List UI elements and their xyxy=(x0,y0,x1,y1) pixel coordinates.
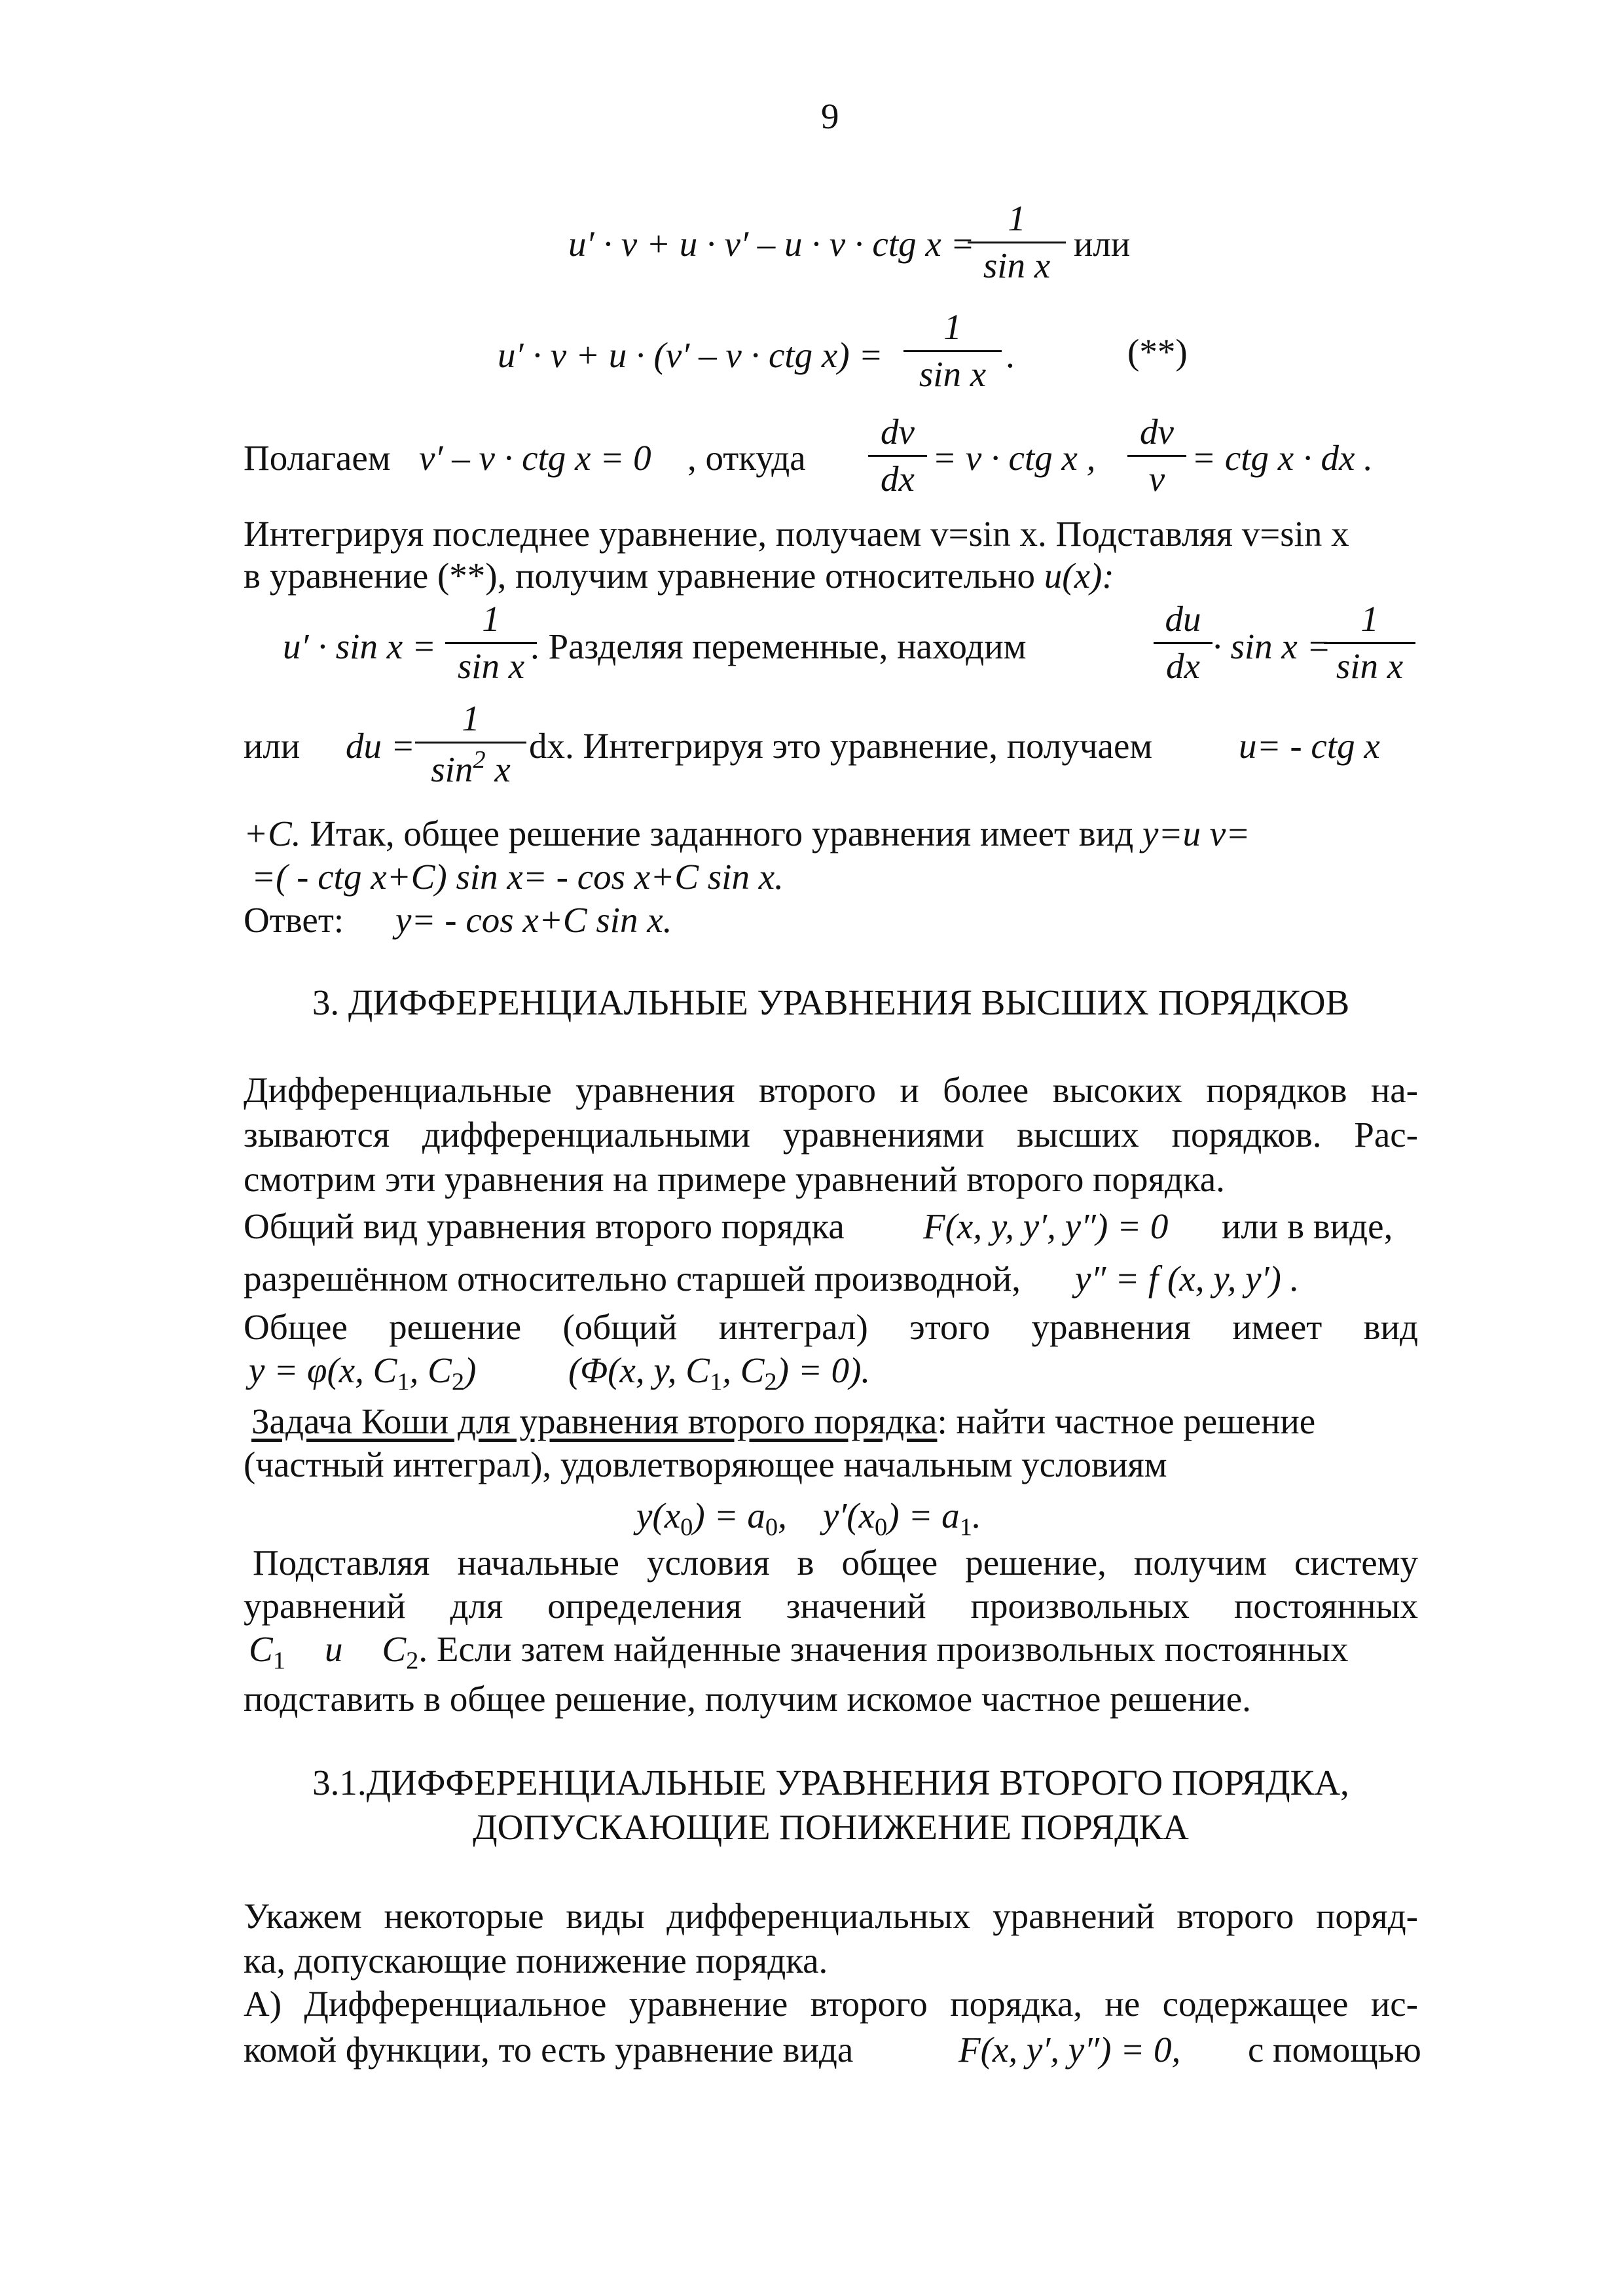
section-heading-3-1-line-2: ДОПУСКАЮЩИЕ ПОНИЖЕНИЕ ПОРЯДКА xyxy=(473,1807,1189,1847)
cauchy-problem-text: : найти частное решение xyxy=(937,1401,1316,1441)
equation-y-uv: y=u v= xyxy=(1142,814,1250,853)
answer-label: Ответ: xyxy=(244,900,344,940)
subscript-0: 0 xyxy=(680,1513,693,1541)
eq-part: ) = 0). xyxy=(776,1350,871,1390)
text-itak: Итак, общее решение заданного уравнения имеет вид xyxy=(301,814,1142,853)
exponent-2: 2 xyxy=(473,746,486,774)
paragraph-5-line-2: уравнений для определения значений произвольных постоянных xyxy=(244,1586,1418,1626)
paragraph-1-line-2: зываются дифференциальными уравнениями высших порядков. Рас- xyxy=(244,1115,1418,1155)
equation-1-fraction xyxy=(968,200,1066,283)
eq-part: , y′(x xyxy=(778,1496,875,1535)
fraction-denominator xyxy=(415,742,526,790)
text-unknown-function: комой функции, то есть уравнение вида xyxy=(244,2030,854,2070)
text-otkuda: , откуда xyxy=(687,438,806,478)
fraction-numerator: 1 xyxy=(462,698,480,738)
eq-part: , C xyxy=(409,1350,452,1390)
equation-2-period: . xyxy=(1006,335,1015,375)
eq-part: (Φ(x, y, C xyxy=(568,1350,710,1390)
text-initial-conditions: (частный интеграл), удовлетворяющее начальным условиям xyxy=(244,1444,1167,1484)
paragraph-3-line-1: Общее решение (общий интеграл) этого уравнения имеет вид xyxy=(244,1307,1418,1347)
fraction-denominator: sin x xyxy=(1324,642,1415,684)
paragraph-6-line-1: Укажем некоторые виды дифференциальных уравнений второго поряд- xyxy=(244,1896,1418,1936)
equation-general-integral xyxy=(568,1352,870,1395)
subscript-1: 1 xyxy=(272,1647,285,1675)
text-if-found: . Если затем найденные значения произвольных постоянных xyxy=(418,1629,1349,1669)
paragraph-5-line-4: подставить в общее решение, получим искомое частное решение. xyxy=(244,1679,1251,1719)
conjunction-and: и xyxy=(324,1629,343,1669)
text-resolved: разрешённом относительно старшей производной, xyxy=(244,1259,1021,1299)
eq-part: . xyxy=(972,1496,981,1535)
equation-1-lhs: u′ · v + u · v′ – u · v · ctg x = xyxy=(568,224,975,264)
fraction-numerator: dv xyxy=(1140,412,1174,452)
page-number: 9 xyxy=(821,96,839,136)
fraction-denominator: sin x xyxy=(968,242,1066,283)
subscript-2: 2 xyxy=(764,1368,777,1396)
fraction-denominator: sin x xyxy=(903,350,1002,392)
constant-c: +C. xyxy=(244,814,301,853)
constant-c1: C xyxy=(249,1629,273,1669)
equation-1-or: или xyxy=(1074,224,1131,264)
equation-reduced-form: F(x, y′, y″) = 0, xyxy=(958,2030,1181,2070)
fraction-numerator: du xyxy=(1165,599,1201,639)
equation-resolved-form: y″ = f (x, y, y′) . xyxy=(1075,1259,1300,1299)
text-by-means: с помощью xyxy=(1248,2030,1421,2070)
text-polagaem: Полагаем xyxy=(244,438,391,478)
paragraph-1-line-3: смотрим эти уравнения на примере уравнений второго порядка. xyxy=(244,1159,1225,1199)
equation-du-lhs: du = xyxy=(346,726,415,766)
equation-u-ctg: u= - ctg x xyxy=(1239,726,1380,766)
fraction-numerator: 1 xyxy=(1008,198,1026,238)
text-integrating-result: dx. Интегрируя это уравнение, получаем xyxy=(529,726,1153,766)
equation-2-fraction xyxy=(903,309,1002,392)
fraction-numerator: 1 xyxy=(1360,599,1379,639)
equation-general-solution xyxy=(249,1352,476,1395)
fraction-denominator: sin x xyxy=(445,642,537,684)
var-x: x xyxy=(494,749,511,790)
fraction-1-sin2 xyxy=(415,698,526,790)
text-general-form: Общий вид уравнения второго порядка xyxy=(244,1206,845,1246)
fraction-1-sin xyxy=(445,601,537,684)
paragraph-6-line-2: ка, допускающие понижение порядка. xyxy=(244,1941,828,1981)
equation-u-sin: u′ · sin x = xyxy=(283,626,436,666)
equation-v-condition: v′ – v · ctg x = 0 xyxy=(419,438,651,478)
sin-label: sin xyxy=(431,749,473,790)
eq-part: ) xyxy=(464,1350,477,1390)
paragraph-1-line-1: Дифференциальные уравнения второго и более высоких порядков на- xyxy=(244,1070,1418,1110)
subscript-1: 1 xyxy=(709,1368,723,1396)
text-ili: или xyxy=(244,726,301,766)
paragraph-5-line-1: Подставляя начальные условия в общее решение, получим систему xyxy=(253,1543,1418,1583)
subscript-1: 1 xyxy=(397,1368,410,1396)
subscript-2: 2 xyxy=(451,1368,465,1396)
equation-initial-conditions xyxy=(636,1498,981,1540)
fraction-du-dx xyxy=(1154,601,1213,684)
cauchy-problem-line xyxy=(251,1403,1315,1439)
variable-u: u(x): xyxy=(1044,556,1114,596)
text-or-in-form: или в виде, xyxy=(1222,1206,1393,1246)
section-heading-3: 3. ДИФФЕРЕНЦИАЛЬНЫЕ УРАВНЕНИЯ ВЫСШИХ ПОРЯДКОВ xyxy=(312,982,1350,1022)
text-line-substitution xyxy=(244,558,1114,594)
subscript-0: 0 xyxy=(765,1513,778,1541)
paragraph-7-line-1: А) Дифференциальное уравнение второго порядка, не содержащее ис- xyxy=(244,1984,1418,2024)
equation-du-sin: · sin x = xyxy=(1213,626,1331,666)
eq-part: , C xyxy=(722,1350,765,1390)
equation-dv-dx-rhs: = v · ctg x , xyxy=(932,438,1096,478)
fraction-numerator: 1 xyxy=(943,307,962,347)
answer-value: y= - cos x+C sin x. xyxy=(395,900,672,940)
fraction-numerator: dv xyxy=(881,412,915,452)
fraction-1-sin-right xyxy=(1324,601,1415,684)
subscript-1: 1 xyxy=(959,1513,972,1541)
eq-part: ) = a xyxy=(887,1496,960,1535)
equation-2-lhs: u′ · v + u · (v′ – v · ctg x) = xyxy=(498,335,883,375)
paragraph-5-line-3 xyxy=(249,1631,1348,1674)
equation-solution-expanded: =( - ctg x+C) sin x= - cos x+C sin x. xyxy=(251,857,784,897)
equation-2-tag: (**) xyxy=(1127,332,1188,372)
text-line-integrating: Интегрируя последнее уравнение, получаем v=sin x. Подставляя v=sin x xyxy=(244,514,1349,554)
eq-part: y(x xyxy=(636,1496,681,1535)
text-general-solution xyxy=(244,816,1250,852)
equation-general-form: F(x, y, y′, y″) = 0 xyxy=(923,1206,1169,1246)
fraction-denominator: dx xyxy=(1154,642,1213,684)
section-heading-3-1-line-1: 3.1.ДИФФЕРЕНЦИАЛЬНЫЕ УРАВНЕНИЯ ВТОРОГО ПОРЯДКА, xyxy=(312,1763,1349,1803)
cauchy-problem-title: Задача Коши для уравнения второго порядка xyxy=(251,1401,938,1441)
constant-c2: C xyxy=(382,1629,407,1669)
eq-part: y = φ(x, C xyxy=(249,1350,397,1390)
subscript-2: 2 xyxy=(406,1647,419,1675)
subscript-0: 0 xyxy=(875,1513,888,1541)
fraction-dv-dx xyxy=(868,414,927,497)
fraction-denominator: v xyxy=(1127,455,1186,497)
equation-dv-v-rhs: = ctg x · dx . xyxy=(1192,438,1373,478)
fraction-numerator: 1 xyxy=(482,599,500,639)
fraction-denominator: dx xyxy=(868,455,927,497)
fraction-dv-v xyxy=(1127,414,1186,497)
text-substitution: в уравнение (**), получим уравнение относительно xyxy=(244,556,1044,596)
text-separating: . Разделяя переменные, находим xyxy=(530,626,1027,666)
eq-part: ) = a xyxy=(693,1496,765,1535)
